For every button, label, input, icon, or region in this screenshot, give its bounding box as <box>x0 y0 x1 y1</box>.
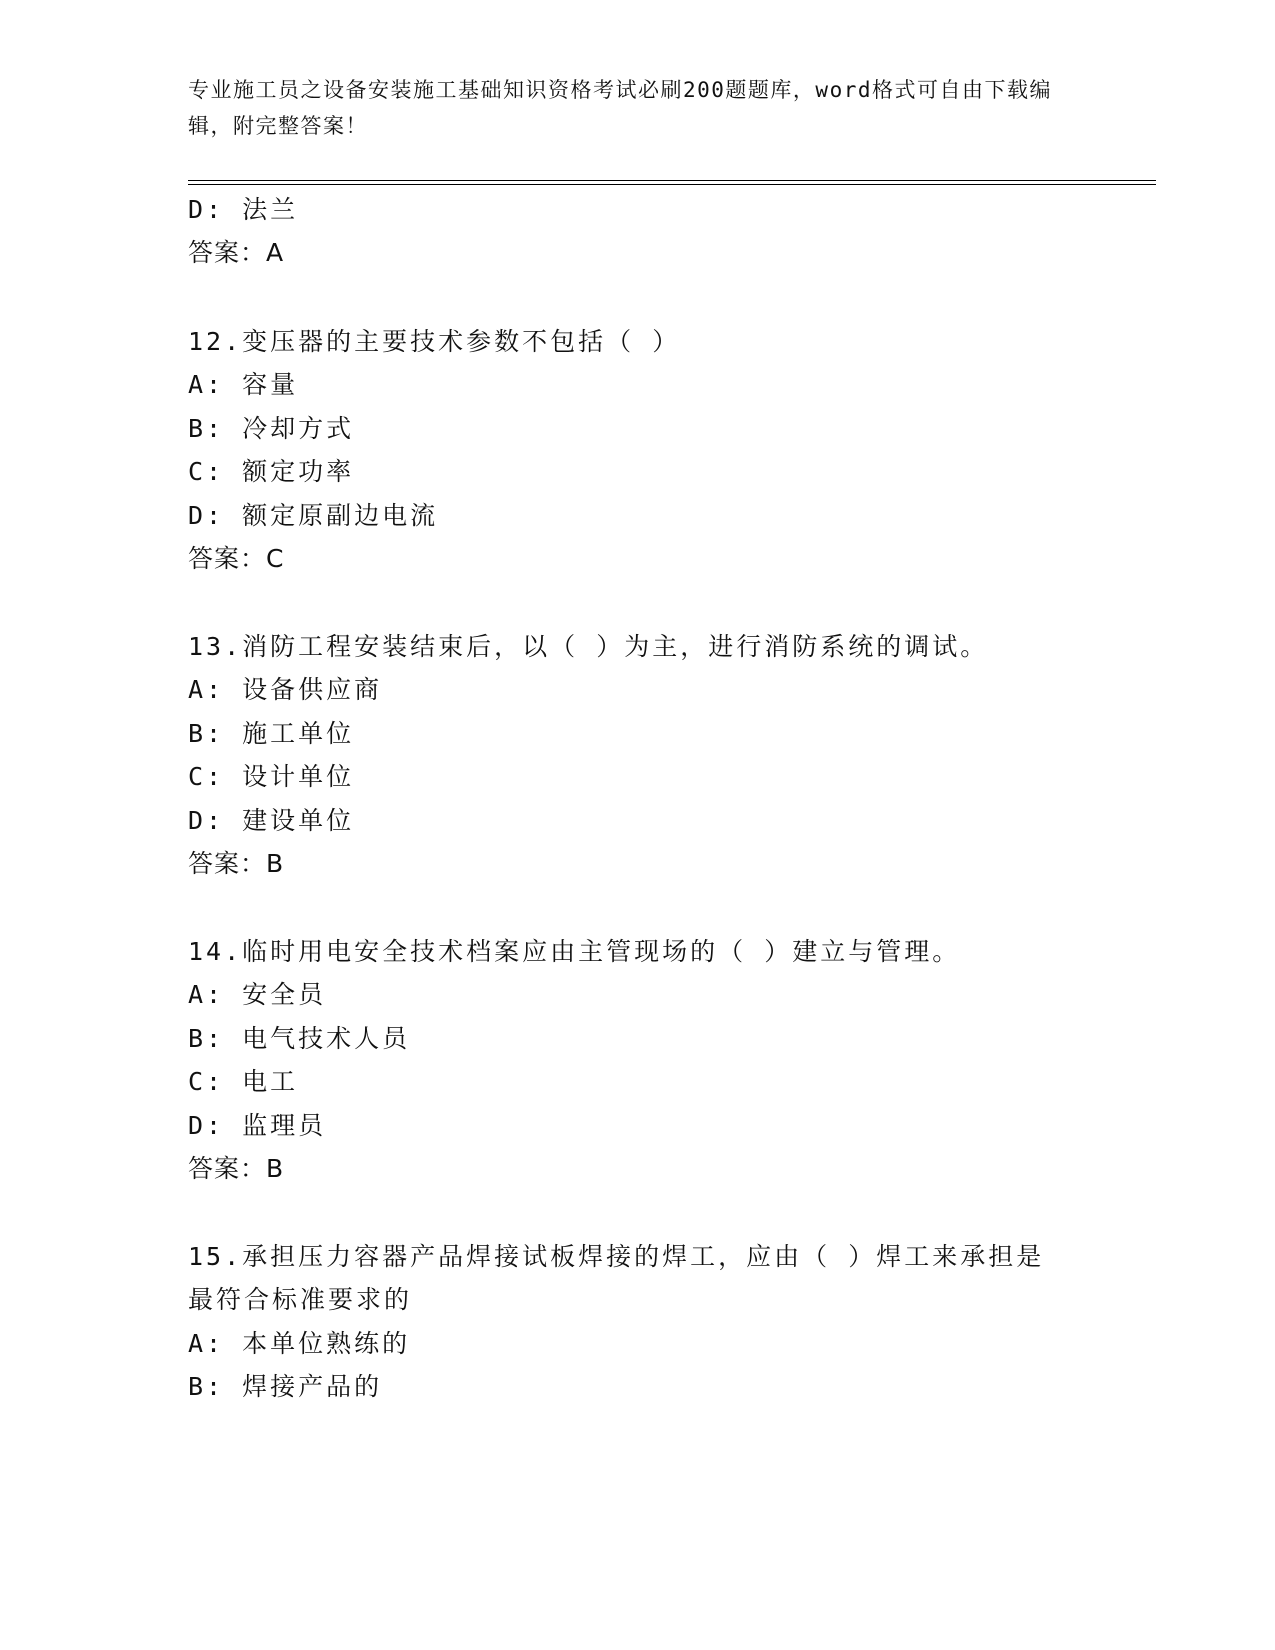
q12-option-a: A: 容量 <box>188 370 299 399</box>
q13-option-d: D: 建设单位 <box>188 806 355 835</box>
q12-option-d: D: 额定原副边电流 <box>188 501 439 530</box>
q14-option-b: B: 电气技术人员 <box>188 1024 411 1053</box>
q14-option-c: C: 电工 <box>188 1067 299 1096</box>
q12-answer: 答案：C <box>188 544 285 573</box>
q13-option-c: C: 设计单位 <box>188 762 355 791</box>
q12-option-c: C: 额定功率 <box>188 457 355 486</box>
q15-option-a: A: 本单位熟练的 <box>188 1329 411 1358</box>
header-divider <box>188 180 1156 181</box>
q13-question: 13.消防工程安装结束后，以（ ）为主，进行消防系统的调试。 <box>188 632 989 661</box>
q15-question: 15.承担压力容器产品焊接试板焊接的焊工，应由（ ）焊工来承担是 <box>188 1242 1045 1271</box>
q12-option-b: B: 冷却方式 <box>188 414 355 443</box>
q13-option-a: A: 设备供应商 <box>188 675 383 704</box>
q15-option-b: B: 焊接产品的 <box>188 1372 383 1401</box>
header-divider-second <box>188 184 1156 185</box>
q14-question: 14.临时用电安全技术档案应由主管现场的（ ）建立与管理。 <box>188 937 961 966</box>
q13-option-b: B: 施工单位 <box>188 719 355 748</box>
q14-option-d: D: 监理员 <box>188 1111 327 1140</box>
q11-answer: 答案：A <box>188 238 285 267</box>
q13-answer: 答案：B <box>188 849 285 878</box>
q11-option-d: D: 法兰 <box>188 195 299 224</box>
q14-answer: 答案：B <box>188 1154 285 1183</box>
q12-question: 12.变压器的主要技术参数不包括（ ） <box>188 327 681 356</box>
document-header: 专业施工员之设备安装施工基础知识资格考试必刷200题题库，word格式可自由下载编辑，附完整答案！ <box>188 78 1052 138</box>
q14-option-a: A: 安全员 <box>188 980 327 1009</box>
q15-question-continued: 最符合标准要求的 <box>188 1285 413 1314</box>
